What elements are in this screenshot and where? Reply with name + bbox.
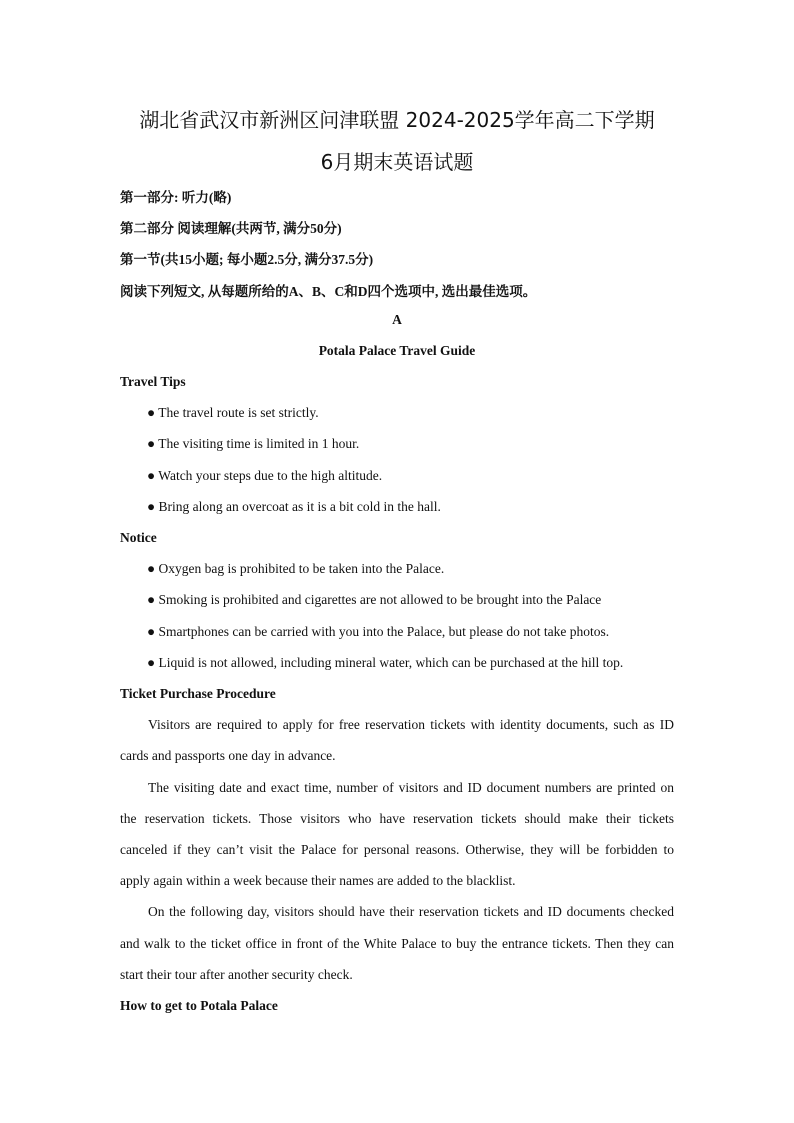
- ticket-paragraph-line: the reservation tickets. Those visitors who have reservation tickets should make their tickets: [120, 811, 674, 826]
- document-title-line2: 6月期末英语试题: [320, 150, 474, 174]
- travel-tip-item: ● The travel route is set strictly.: [147, 405, 319, 420]
- ticket-procedure-heading: Ticket Purchase Procedure: [120, 686, 276, 701]
- passage-title: Potala Palace Travel Guide: [318, 343, 476, 358]
- ticket-paragraph-line: start their tour after another security check.: [120, 967, 353, 982]
- notice-item: ● Liquid is not allowed, including mineral water, which can be purchased at the hill top.: [147, 655, 624, 670]
- part1-heading: 第一部分: 听力(略): [120, 190, 232, 205]
- travel-tip-item: ● Watch your steps due to the high altitude.: [147, 468, 383, 483]
- document-title-line1: 湖北省武汉市新洲区问津联盟 2024-2025学年高二下学期: [139, 108, 655, 132]
- how-to-get-heading: How to get to Potala Palace: [120, 998, 278, 1013]
- travel-tip-item: ● Bring along an overcoat as it is a bit cold in the hall.: [147, 499, 441, 514]
- ticket-paragraph-line: The visiting date and exact time, number of visitors and ID document numbers are printed on: [148, 780, 674, 795]
- notice-item: ● Oxygen bag is prohibited to be taken into the Palace.: [147, 561, 445, 576]
- travel-tip-item: ● The visiting time is limited in 1 hour.: [147, 436, 360, 451]
- part2-heading: 第二部分 阅读理解(共两节, 满分50分): [120, 221, 342, 236]
- notice-item: ● Smoking is prohibited and cigarettes are not allowed to be brought into the Palace: [147, 592, 602, 607]
- ticket-paragraph-line: apply again within a week because their names are added to the blacklist.: [120, 873, 516, 888]
- notice-heading: Notice: [120, 530, 157, 545]
- ticket-paragraph-line: canceled if they can’t visit the Palace for personal reasons. Otherwise, they will be forbidden to: [120, 842, 674, 857]
- ticket-paragraph-line: On the following day, visitors should have their reservation tickets and ID documents checked: [148, 904, 674, 919]
- instruction-text: 阅读下列短文, 从每题所给的A、B、C和D四个选项中, 选出最佳选项。: [120, 284, 537, 299]
- passage-letter: A: [392, 312, 402, 327]
- notice-item: ● Smartphones can be carried with you into the Palace, but please do not take photos.: [147, 624, 610, 639]
- ticket-paragraph-line: cards and passports one day in advance.: [120, 748, 336, 763]
- ticket-paragraph-line: and walk to the ticket office in front of the White Palace to buy the entrance tickets. Then they can: [120, 936, 674, 951]
- section1-heading: 第一节(共15小题; 每小题2.5分, 满分37.5分): [120, 252, 374, 267]
- travel-tips-heading: Travel Tips: [120, 374, 186, 389]
- ticket-paragraph-line: Visitors are required to apply for free reservation tickets with identity documents, such as ID: [148, 717, 674, 732]
